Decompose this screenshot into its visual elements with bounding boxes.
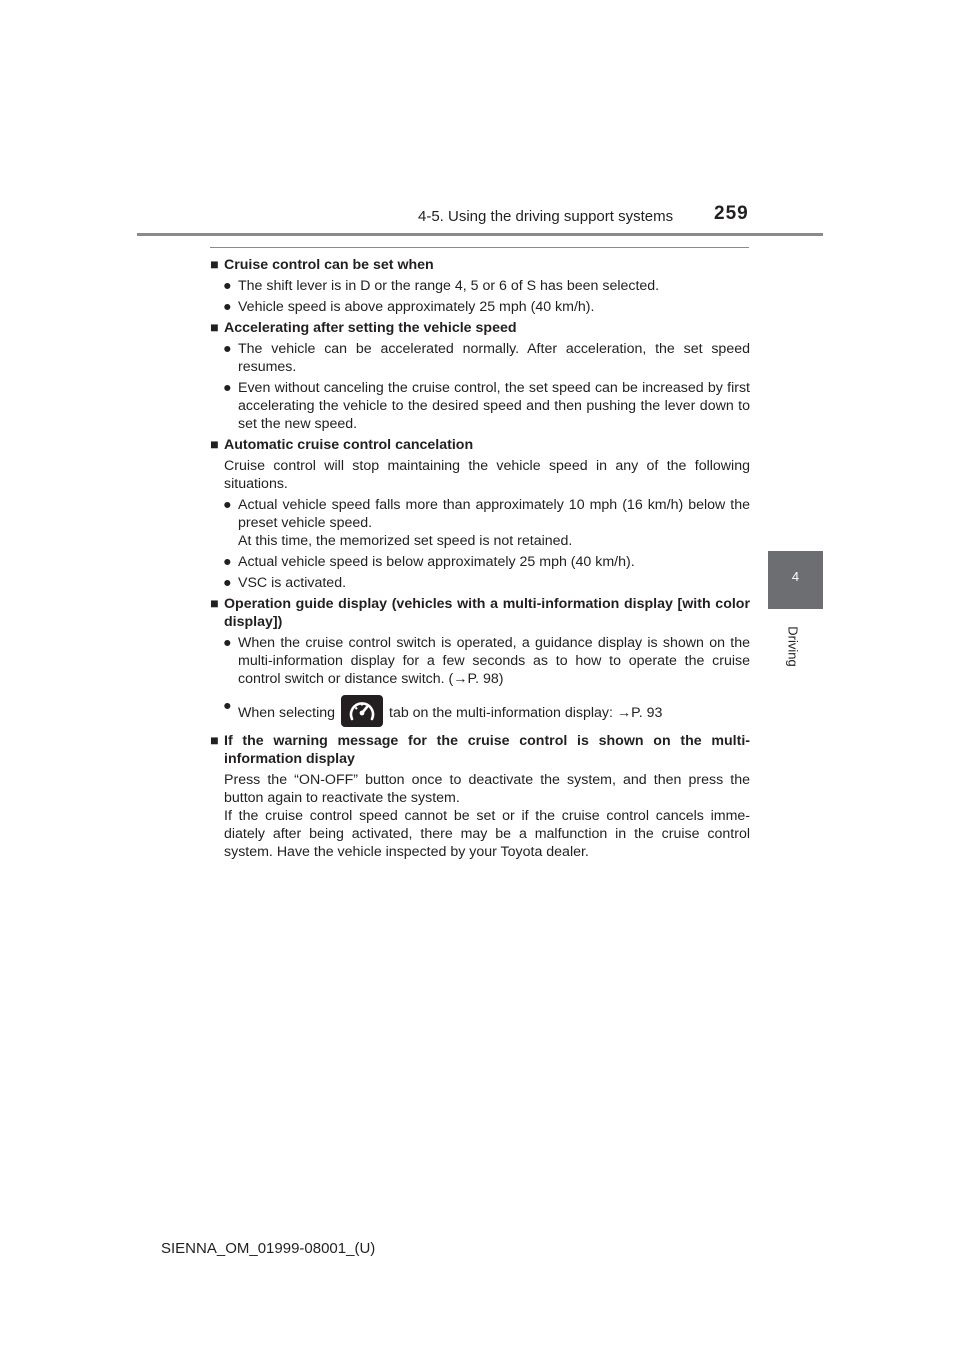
list-item-note: At this time, the memorized set speed is not retained. <box>238 533 573 549</box>
section-heading <box>210 732 750 768</box>
list-item-text: Even without canceling the cruise control, the set speed can be increased by first accelerating the vehicle to the desired speed and then pushing the lever down to set the new speed. <box>238 380 750 432</box>
heading-text: Cruise control can be set when <box>224 257 434 273</box>
heading-marker: ■ <box>210 596 219 612</box>
list-item <box>210 697 750 729</box>
list-item-text: Actual vehicle speed is below approximately 25 mph (40 km/h). <box>238 554 635 570</box>
list-item <box>210 496 750 550</box>
heading-text: If the warning message for the cruise control is shown on the multi-information display <box>224 733 750 767</box>
list-item-text: The shift lever is in D or the range 4, 5 or 6 of S has been selected. <box>238 278 660 294</box>
document-code: SIENNA_OM_01999-08001_(U) <box>161 1240 376 1257</box>
section-heading <box>210 256 750 274</box>
section-heading <box>210 595 750 631</box>
chapter-number: 4 <box>791 569 800 584</box>
list-item-text: The vehicle can be accelerated normally. After acceleration, the set speed resumes. <box>238 341 750 375</box>
list-item-text: Actual vehicle speed falls more than approximately 10 mph (16 km/h) below the preset vehicle speed. <box>238 497 750 531</box>
chapter-label <box>783 619 803 679</box>
bullet-marker: ● <box>223 278 232 294</box>
heading-text: Accelerating after setting the vehicle speed <box>224 320 517 336</box>
section-heading <box>210 319 750 337</box>
list-item-text: Vehicle speed is above approximately 25 mph (40 km/h). <box>238 299 595 315</box>
bullet-marker: ● <box>223 299 232 315</box>
header-divider <box>137 233 823 236</box>
list-item <box>210 340 750 376</box>
list-item-text: When the cruise control switch is operated, a guidance display is shown on the multi-information display for a few seconds as to how to operate the cruise control switch or distance switch. (→P. 98) <box>238 635 750 687</box>
list-item <box>210 298 750 316</box>
gauge-tab-icon <box>341 695 383 727</box>
list-item <box>210 634 750 688</box>
bullet-marker: ● <box>223 341 232 357</box>
bullet-marker: ● <box>223 698 232 714</box>
bullet-marker: ● <box>223 380 232 396</box>
content-divider <box>210 247 749 248</box>
heading-text: Operation guide display (vehicles with a multi-information display [with color display]) <box>224 596 750 630</box>
section-title: 4-5. Using the driving support systems <box>418 208 674 225</box>
list-item <box>210 553 750 571</box>
paragraph: If the cruise control speed cannot be set or if the cruise control cancels imme-diately after being activated, there may be a malfunction in the cruise control system. Have the vehicle inspected by your Toyota dealer. <box>224 808 750 860</box>
heading-text: Automatic cruise control cancelation <box>224 437 474 453</box>
chapter-tab[interactable] <box>768 551 823 609</box>
heading-marker: ■ <box>210 733 219 749</box>
list-item-text-after: tab on the multi-information display: →P. 93 <box>389 704 663 721</box>
list-item-text: VSC is activated. <box>238 575 347 591</box>
heading-marker: ■ <box>210 320 219 336</box>
list-item-text-before: When selecting <box>238 704 335 721</box>
section-heading <box>210 436 750 454</box>
page-number: 259 <box>714 203 749 224</box>
list-item <box>210 574 750 592</box>
bullet-marker: ● <box>223 575 232 591</box>
bullet-marker: ● <box>223 635 232 651</box>
paragraph: Press the “ON-OFF” button once to deactivate the system, and then press the button again to reactivate the system. <box>224 772 750 806</box>
list-item <box>210 379 750 433</box>
bullet-marker: ● <box>223 554 232 570</box>
list-item <box>210 277 750 295</box>
bullet-marker: ● <box>223 497 232 513</box>
heading-marker: ■ <box>210 257 219 273</box>
heading-marker: ■ <box>210 437 219 453</box>
section-intro: Cruise control will stop maintaining the vehicle speed in any of the following situations. <box>224 458 750 492</box>
chapter-label-text: Driving <box>785 626 801 667</box>
page-content <box>210 256 750 864</box>
